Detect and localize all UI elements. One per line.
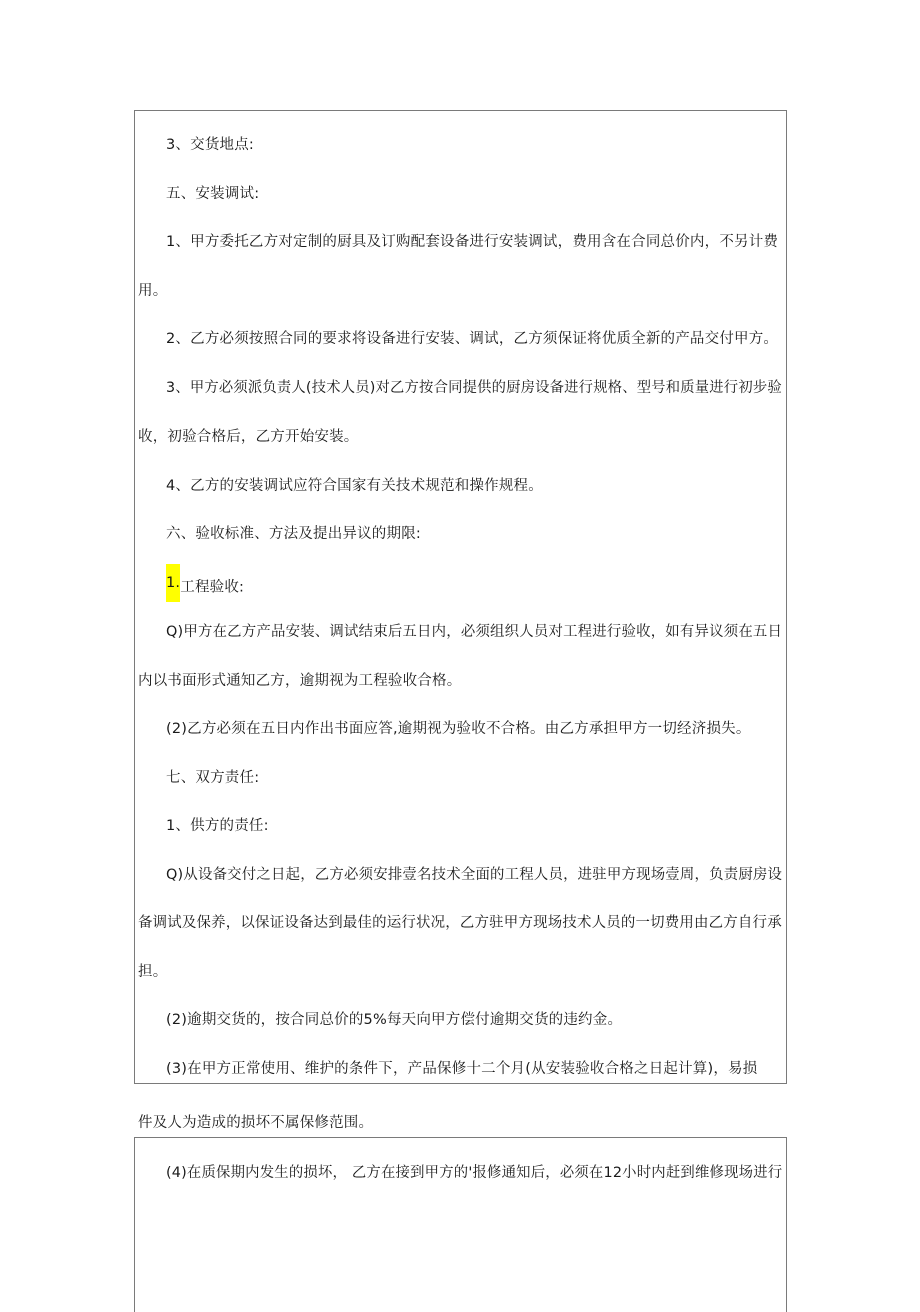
- text-line: (3)在甲方正常使用、维护的条件下，产品保修十二个月(从安装验收合格之日起计算)，易损: [166, 1061, 758, 1077]
- text-line: 用。: [138, 283, 168, 299]
- text-line: 收，初验合格后，乙方开始安装。: [138, 429, 359, 445]
- text-line: 3、甲方必须派负责人(技术人员)对乙方按合同提供的厨房设备进行规格、型号和质量进行初步验: [166, 380, 782, 396]
- subheading-text: 工程验收:: [180, 579, 245, 596]
- text-line: 内以书面形式通知乙方，逾期视为工程验收合格。: [138, 673, 462, 689]
- text-line: 担。: [138, 964, 168, 980]
- text-line: (2)乙方必须在五日内作出书面应答,逾期视为验收不合格。由乙方承担甲方一切经济损失。: [166, 721, 751, 737]
- text-line: 2、乙方必须按照合同的要求将设备进行安装、调试，乙方须保证将优质全新的产品交付甲方。: [166, 331, 779, 347]
- text-line: Q)甲方在乙方产品安装、调试结束后五日内，必须组织人员对工程进行验收，如有异议须在五日: [166, 624, 783, 640]
- text-line: 3、交货地点:: [166, 137, 255, 153]
- section-heading: 六、验收标准、方法及提出异议的期限:: [166, 526, 421, 542]
- section-heading: 七、双方责任:: [166, 770, 260, 786]
- text-line: 件及人为造成的损坏不属保修范围。: [138, 1115, 374, 1131]
- text-line: 1、供方的责任:: [166, 818, 269, 834]
- text-line: 备调试及保养，以保证设备达到最佳的运行状况，乙方驻甲方现场技术人员的一切费用由乙方自行承: [138, 915, 782, 931]
- highlighted-number: 1.: [166, 564, 180, 602]
- text-line: (2)逾期交货的，按合同总价的5%每天向甲方偿付逾期交货的违约金。: [166, 1012, 623, 1028]
- text-line: 4、乙方的安装调试应符合国家有关技术规范和操作规程。: [166, 478, 543, 494]
- text-line: Q)从设备交付之日起，乙方必须安排壹名技术全面的工程人员，进驻甲方现场壹周，负责厨房设: [166, 867, 783, 883]
- section-heading: 五、安装调试:: [166, 186, 260, 202]
- text-line: [166, 573, 244, 602]
- text-line: 1、甲方委托乙方对定制的厨具及订购配套设备进行安装调试，费用含在合同总价内，不另计费: [166, 234, 779, 250]
- text-line: (4)在质保期内发生的损坏， 乙方在接到甲方的'报修通知后，必须在12小时内赶到维修现场进行: [166, 1165, 783, 1181]
